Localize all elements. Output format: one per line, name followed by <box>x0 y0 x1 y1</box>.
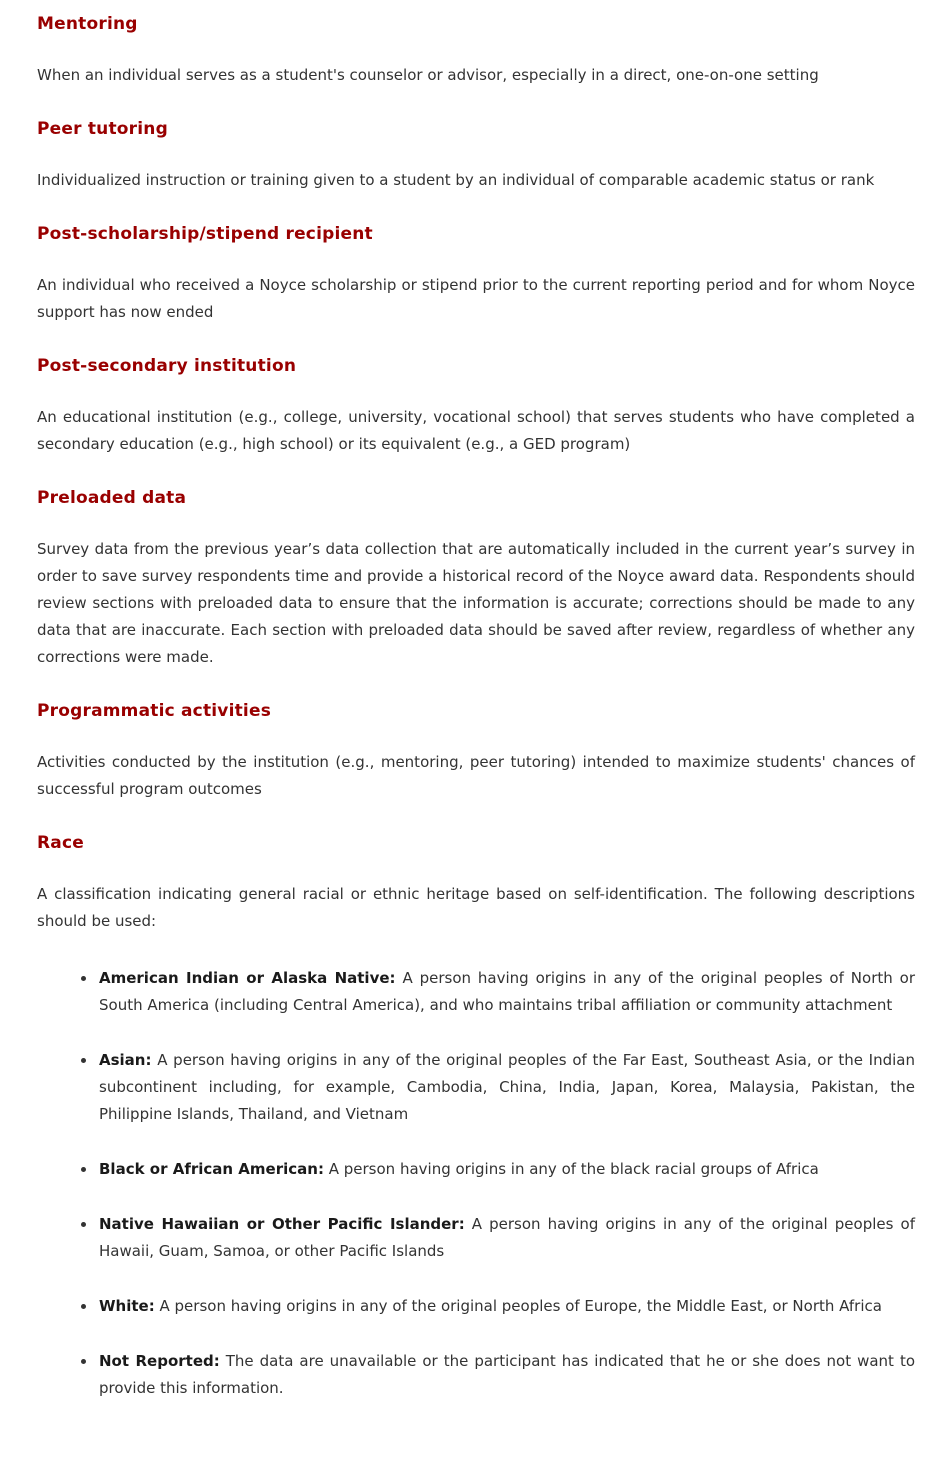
list-item <box>97 1348 915 1402</box>
section-preloaded-data <box>37 488 915 671</box>
section-body: A classification indicating general racial or ethnic heritage based on self-identification. The following descriptions should be used: <box>37 885 915 930</box>
race-term: Black or African American: <box>99 1160 324 1178</box>
section-body: An educational institution (e.g., college, university, vocational school) that serves students who have completed a secondary education (e.g., high school) or its equivalent (e.g., a GED program) <box>37 408 915 453</box>
race-definitions-list <box>37 965 915 1402</box>
section-post-scholarship-stipend-recipient <box>37 224 915 326</box>
race-definition: A person having origins in any of the black racial groups of Africa <box>328 1160 819 1178</box>
race-definition: The data are unavailable or the participant has indicated that he or she does not want to provide this information. <box>99 1352 915 1397</box>
section-peer-tutoring <box>37 119 915 194</box>
section-body: When an individual serves as a student's counselor or advisor, especially in a direct, one-on-one setting <box>37 66 819 84</box>
section-heading: Programmatic activities <box>37 701 272 721</box>
section-heading: Race <box>37 833 84 853</box>
list-item <box>97 1156 915 1183</box>
section-post-secondary-institution <box>37 356 915 458</box>
race-definition: A person having origins in any of the original peoples of the Far East, Southeast Asia, or the Indian subcontinent including, for example, Cambodia, China, India, Japan, Korea, Malaysia, Pakistan, the Philippine Islands, Thailand, and Vietnam <box>99 1051 915 1123</box>
race-term: Not Reported: <box>99 1352 220 1370</box>
section-heading: Preloaded data <box>37 488 187 508</box>
race-definition: A person having origins in any of the original peoples of North or South America (including Central America), and who maintains tribal affiliation or community attachment <box>99 969 915 1014</box>
list-item <box>97 1293 915 1320</box>
section-body: An individual who received a Noyce scholarship or stipend prior to the current reporting period and for whom Noyce support has now ended <box>37 276 915 321</box>
race-term: Asian: <box>99 1051 152 1069</box>
race-term: Native Hawaiian or Other Pacific Islander: <box>99 1215 465 1233</box>
section-mentoring <box>37 14 915 89</box>
section-race <box>37 833 915 1402</box>
list-item <box>97 1047 915 1128</box>
race-term: American Indian or Alaska Native: <box>99 969 396 987</box>
section-body: Activities conducted by the institution (e.g., mentoring, peer tutoring) intended to maximize students' chances of successful program outcomes <box>37 753 915 798</box>
list-item <box>97 1211 915 1265</box>
section-heading: Post-secondary institution <box>37 356 297 376</box>
section-body: Individualized instruction or training given to a student by an individual of comparable academic status or rank <box>37 171 875 189</box>
section-body: Survey data from the previous year’s data collection that are automatically included in the current year’s survey in order to save survey respondents time and provide a historical record of the Noyce award data. Respondents should review sections with preloaded data to ensure that the information is accurate; corrections should be made to any data that are inaccurate. Each section with preloaded data should be saved after review, regardless of whether any corrections were made. <box>37 540 915 666</box>
race-term: White: <box>99 1297 155 1315</box>
list-item <box>97 965 915 1019</box>
section-heading: Post-scholarship/stipend recipient <box>37 224 373 244</box>
race-definition: A person having origins in any of the original peoples of Europe, the Middle East, or North Africa <box>159 1297 882 1315</box>
section-heading: Mentoring <box>37 14 138 34</box>
race-definition: A person having origins in any of the original peoples of Hawaii, Guam, Samoa, or other Pacific Islands <box>99 1215 915 1260</box>
section-programmatic-activities <box>37 701 915 803</box>
section-heading: Peer tutoring <box>37 119 168 139</box>
